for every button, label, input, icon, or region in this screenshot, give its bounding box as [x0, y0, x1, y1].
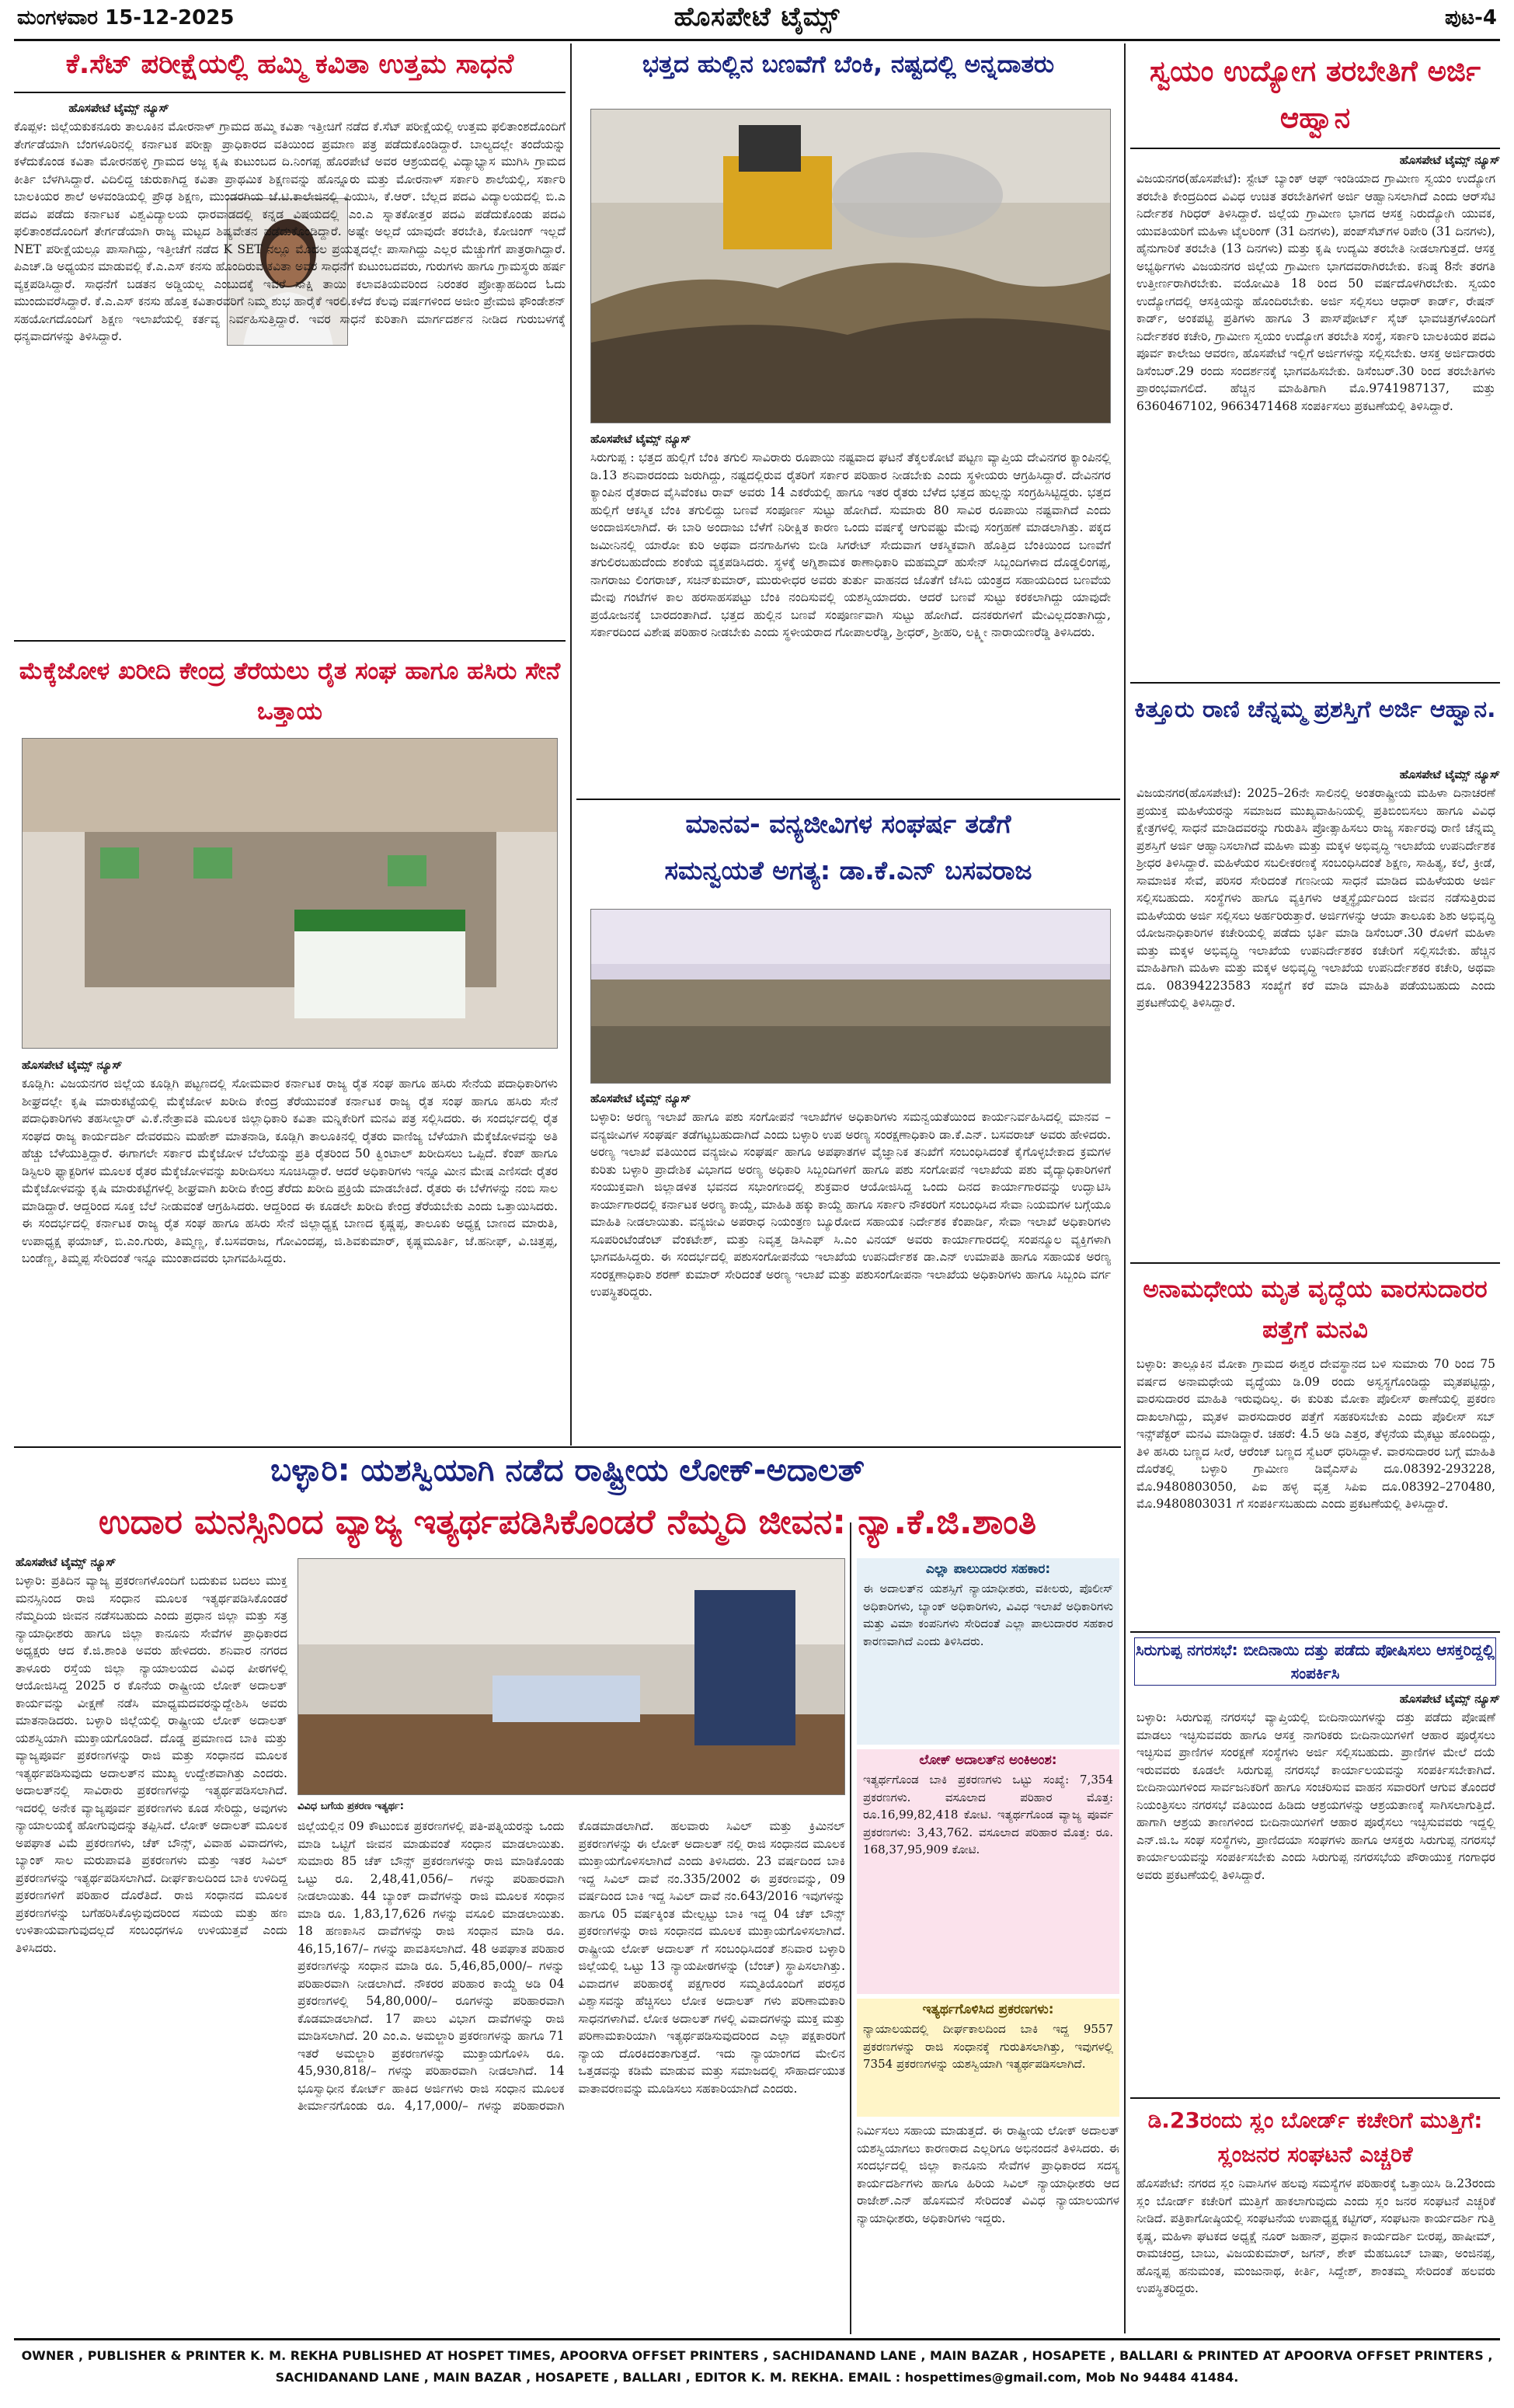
column-divider	[570, 43, 572, 1446]
column-divider	[850, 1522, 851, 2334]
wildlife-headline-1: ಮಾನವ- ವನ್ಯಜೀವಿಗಳ ಸಂಘರ್ಷ ತಡೆಗೆ	[685, 809, 1011, 839]
maize-body: ಕೂಡ್ಲಿಗಿ: ವಿಜಯನಗರ ಜಿಲ್ಲೆಯ ಕೂಡ್ಲಿಗಿ ಪಟ್ಟಣದಲ್ಲಿ ಸೋಮವಾರ ಕರ್ನಾಟಕ ರಾಜ್ಯ ರೈತ ಸಂಘ ಹಾಗೂ ಹಸಿರು ಸೇನೆಯ ಪದಾಧಿಕಾರಿಗಳು ಶೀಘ್ರದಲ್ಲೇ ಕೃಷಿ ಮಾರುಕಟ್ಟೆಯಲ್ಲಿ ಮೆಕ್ಕೆಜೋಳ ಖರೀದಿ ಕೇಂದ್ರ ತೆರೆಯುವಂತೆ ಕರ್ನಾಟಕ ರಾಜ್ಯ ರೈತ ಸಂಘ ಹಾಗೂ ಹಸಿರು ಸೇನೆ ಪದಾಧಿಕಾರಿಗಳು ತಹಸೀಲ್ದಾರ್ ವಿ.ಕೆ.ನೇತ್ರಾವತಿ ಮೂಲಕ ಜಿಲ್ಲಾಧಿಕಾರಿ ಕವಿತಾ ಮನ್ನಿಕೇರಿಗೆ ಮನವಿ ಪತ್ರ ಸಲ್ಲಿಸಿದರು. ಈ ಸಂದರ್ಭದಲ್ಲಿ ರೈತ ಸಂಘದ ರಾಜ್ಯ ಕಾರ್ಯದರ್ಶಿ ದೇವರಮನಿ ಮಹೇಶ್ ಮಾತನಾಡಿ, ಕೂಡ್ಲಿಗಿ ತಾಲೂಕಿನಲ್ಲಿ ರೈತರು ವಾಣಿಜ್ಯ ಬೆಳೆಯಾಗಿ ಮೆಕ್ಕೆಜೋಳವನ್ನು ಅತಿ ಹೆಚ್ಚು ಬೆಳೆಯುತ್ತಿದ್ದಾರೆ. ಈಗಾಗಲೇ ಸರ್ಕಾರ ಮೆಕ್ಕೆಜೋಳ ಬೆಲೆಯನ್ನು ಪ್ರತಿ ರೈತರಿಂದ 50 ಕ್ವಿಂಟಾಲ್ ಖರೀದಿಸಲು ಒಪ್ಪಿದೆ. ಕೆಂಪ್ ಹಾಗೂ ಡಿಸ್ಟಿಲರಿ ಫ್ಯಾಕ್ಟರಿಗಳ ಮೂಲಕ ರೈತರ ಮೆಕ್ಕೆಜೋಳವನ್ನು ಖರೀದಿಸಲು ಸೂಚಿಸಿದ್ದಾರೆ. ಆದರೆ ಅಧಿಕಾರಿಗಳು ಇನ್ನೂ ಮೀನ ಮೇಷ ಎಣಿಸದೇ ರೈತರ ಮೆಕ್ಕೆಜೋಳವನ್ನು ಕೃಷಿ ಮಾರುಕಟ್ಟೆಗಳಲ್ಲಿ ಶೀಘ್ರವಾಗಿ ಖರೀದಿ ಕೇಂದ್ರ ತೆರೆದು ಖರೀದಿ ಪ್ರಕ್ರಿಯೆ ಮಾಡಬೇಕಿದೆ. ರೈತರು ಈ ಬೆಳೆಗಳನ್ನು ನಂಬಿ ಸಾಲ ಮಾಡಿದ್ದಾರೆ. ಆದ್ದರಿಂದ ಸೂಕ್ತ ಬೆಲೆ ನೀಡುವಂತೆ ಆಗ್ರಹಿಸಿದರು. ಆದ್ದರಿಂದ ಈ ಕೂಡಲೇ ಖರೀದಿ ಕೇಂದ್ರ ತೆರೆಯಬೇಕು ಎಂದು ಒತ್ತಾಯಿಸಿದರು. ಈ ಸಂದರ್ಭದಲ್ಲಿ ಕರ್ನಾಟಕ ರಾಜ್ಯ ರೈತ ಸಂಘ ಹಾಗೂ ಹಸಿರು ಸೇನೆ ಜಿಲ್ಲಾಧ್ಯಕ್ಷ ಬಾಣದ ಕೃಷ್ಣಪ್ಪ, ತಾಲೂಕು ಅಧ್ಯಕ್ಷ ಬಾಣದ ಮಾರುತಿ, ಉಪಾಧ್ಯಕ್ಷ ಫಯಾಜ್, ಬಿ.ಎಂ.ಗುರು, ತಿಮ್ಮಣ್ಣ, ಕೆ.ಬಸವರಾಜ, ಗೋವಿಂದಪ್ಪ, ಜಿ.ಶಿವಕುಮಾರ್, ಕೃಷ್ಣಮೂರ್ತಿ, ಜೆ.ಹನೀಫ್, ವಿ.ಚಿತ್ತಪ್ಪ, ಬಂಡೆಣ್ಣ, ತಿಮ್ಮಪ್ಪ ಸೇರಿದಂತೆ ಇನ್ನೂ ಮುಂತಾದವರು ಭಾಗವಹಿಸಿದ್ದರು.	[22, 1077, 558, 1265]
wildlife-byline: ಹೊಸಪೇಟೆ ಟೈಮ್ಸ್ ನ್ಯೂಸ್	[590, 1091, 691, 1105]
paddy-byline: ಹೊಸಪೇಟೆ ಟೈಮ್ಸ್ ನ್ಯೂಸ್	[590, 432, 691, 446]
masthead-date: ಮಂಗಳವಾರ 15-12-2025	[17, 6, 235, 30]
lokadalat-body-right: ನಿರ್ಮಿಸಲು ಸಹಾಯ ಮಾಡುತ್ತದೆ. ಈ ರಾಷ್ಟ್ರೀಯ ಲೋಕ್ ಅದಾಲತ್ ಯಶಸ್ವಿಯಾಗಲು ಕಾರಣರಾದ ಎಲ್ಲರಿಗೂ ಅಭಿನಂದನೆ ತಿಳಿಸಿದರು. ಈ ಸಂದರ್ಭದಲ್ಲಿ ಜಿಲ್ಲಾ ಕಾನೂನು ಸೇವೆಗಳ ಪ್ರಾಧಿಕಾರದ ಸದಸ್ಯ ಕಾರ್ಯದರ್ಶಿಗಳು ಹಾಗೂ ಹಿರಿಯ ಸಿವಿಲ್ ನ್ಯಾಯಾಧೀಶರು ಆದ ರಾಜೇಶ್.ಎನ್ ಹೊಸಮನೆ ಸೇರಿದಂತೆ ವಿವಿಧ ನ್ಯಾಯಾಲಯಗಳ ನ್ಯಾಯಾಧೀಶರು, ಅಧಿಕಾರಿಗಳು ಇದ್ದರು.	[857, 2124, 1119, 2225]
wildlife-workshop-photo	[590, 909, 1111, 1084]
selfemp-headline: ಸ್ವಯಂ ಉದ್ಯೋಗ ತರಬೇತಿಗೆ ಅರ್ಜಿ ಆಹ್ವಾನ	[1149, 54, 1481, 134]
box-stats-title: ಲೋಕ್ ಅದಾಲತ್‌ನ ಅಂಕಿಅಂಶ:	[919, 1752, 1057, 1768]
dogs-body: ಬಳ್ಳಾರಿ: ಸಿರುಗುಪ್ಪ ನಗರಸಭೆ ವ್ಯಾಪ್ತಿಯಲ್ಲಿ ಬೀದಿನಾಯಿಗಳನ್ನು ದತ್ತು ಪಡೆದು ಪೋಷಣೆ ಮಾಡಲು ಇಚ್ಛಿಸುವವರು ಹಾಗೂ ಆಸಕ್ತ ನಾಗರಿಕರು ಬೀದಿನಾಯಿಗಳಿಗೆ ಆಹಾರ ಪೂರೈಸಲು ಇಚ್ಛಿಸುವ ಪ್ರಾಣಿಗಳ ಸಂರಕ್ಷಣೆ ಸಂಸ್ಥೆಗಳು ಅರ್ಜಿ ಸಲ್ಲಿಸಬಹುದು. ಪ್ರಾಣಿಗಳ ಮೇಲೆ ದಯೆ ಇರುವವರು ಕೂಡಲೇ ಸಿರುಗುಪ್ಪ ನಗರಸಭೆ ಕಾರ್ಯಾಲಯವನ್ನು ಸಂಪರ್ಕಿಸಬೇಕಾಗಿದೆ. ಬೀದಿನಾಯಿಗಳಿಂದ ಸಾರ್ವಜನಿಕರಿಗೆ ಹಾಗೂ ಸಂಚರಿಸುವ ವಾಹನ ಸವಾರರಿಗೆ ಆಗುವ ತೊಂದರೆ ನಿಯಂತ್ರಿಸಲು ನಗರಸಭೆ ವತಿಯಿಂದ ಹಿಡಿದು ಆಶ್ರಯಗಳನ್ನು ಆಶ್ರಯತಾಣಕ್ಕೆ ಸಾಗಿಸಲಾಗುತ್ತಿದೆ. ಹಾಗಾಗಿ ಆಶ್ರಯ ತಾಣಗಳಿಂದ ಬೀದಿನಾಯಿಗಳಿಗೆ ಆಹಾರ ಪೂರೈಸಲು ಇಚ್ಛಿಸುವವರು ಇದ್ದಲ್ಲಿ ಎನ್.ಜಿ.ಒ ಸಂಘ ಸಂಸ್ಥೆಗಳು, ಪ್ರಾಣಿದಯಾ ಸಂಘಗಳು ಹಾಗೂ ಆಸಕ್ತರು ಸಿರುಗುಪ್ಪ ನಗರಸಭೆ ಕಾರ್ಯಾಲಯವನ್ನು ಸಂಪರ್ಕಿಸಬೇಕು ಎಂದು ಸಿರುಗುಪ್ಪ ನಗರಸಭೆಯ ಪೌರಾಯುಕ್ತ ಗಂಗಾಧರ ಅವರು ಪ್ರಕಟಣೆಯಲ್ಲಿ ತಿಳಿಸಿದ್ದಾರೆ.	[1136, 1710, 1495, 1882]
box-partners-title: ಎಲ್ಲಾ ಪಾಲುದಾರರ ಸಹಕಾರ:	[925, 1561, 1051, 1577]
dogs-byline: ಹೊಸಪೇಟೆ ಟೈಮ್ಸ್ ನ್ಯೂಸ್	[1399, 1692, 1500, 1706]
selfemp-byline: ಹೊಸಪೇಟೆ ಟೈಮ್ಸ್ ನ್ಯೂಸ್	[1399, 153, 1500, 167]
page-number: ಪುಟ-4	[1444, 6, 1497, 30]
chennamma-byline: ಹೊಸಪೇಟೆ ಟೈಮ್ಸ್ ನ್ಯೂಸ್	[1399, 767, 1500, 781]
dogs-headline: ಸಿರುಗುಪ್ಪ ನಗರಸಭೆ: ಬೀದಿನಾಯಿ ದತ್ತು ಪಡೆದು ಪೋಷಿಸಲು ಆಸಕ್ತರಿದ್ದಲ್ಲಿ ಸಂಪರ್ಕಿಸಿ	[1134, 1637, 1496, 1686]
maize-headline: ಮೆಕ್ಕೆಜೋಳ ಖರೀದಿ ಕೇಂದ್ರ ತೆರೆಯಲು ರೈತ ಸಂಘ ಹಾಗೂ ಹಸಿರು ಸೇನೆ ಒತ್ತಾಯ	[19, 657, 561, 726]
lokadalat-box-partners	[857, 1558, 1119, 1745]
lokadalat-headline-2: ಉದಾರ ಮನಸ್ಸಿನಿಂದ ವ್ಯಾಜ್ಯ ಇತ್ಯರ್ಥಪಡಿಸಿಕೊಂಡರೆ ನೆಮ್ಮದಿ ಜೀವನ: ನ್ಯಾ.ಕೆ.ಜಿ.ಶಾಂತಿ	[98, 1502, 1037, 1542]
lokadalat-body-left: ಬಳ್ಳಾರಿ: ಪ್ರತಿದಿನ ವ್ಯಾಜ್ಯ ಪ್ರಕರಣಗಳೊಂದಿಗೆ ಬದುಕುವ ಬದಲು ಮುಕ್ತ ಮನಸ್ಸಿನಿಂದ ರಾಜಿ ಸಂಧಾನ ಮೂಲಕ ಇತ್ಯರ್ಥಪಡಿಸಿಕೊಂಡರೆ ನೆಮ್ಮದಿಯ ಜೀವನ ನಡೆಸಬಹುದು ಎಂದು ಪ್ರಧಾನ ಜಿಲ್ಲಾ ಮತ್ತು ಸತ್ರ ನ್ಯಾಯಾಧೀಶರು ಹಾಗೂ ಜಿಲ್ಲಾ ಕಾನೂನು ಸೇವೆಗಳ ಪ್ರಾಧಿಕಾರದ ಅಧ್ಯಕ್ಷರು ಆದ ಕೆ.ಜಿ.ಶಾಂತಿ ಅವರು ಹೇಳಿದರು. ಶನಿವಾರ ನಗರದ ತಾಳೂರು ರಸ್ತೆಯ ಜಿಲ್ಲಾ ನ್ಯಾಯಾಲಯದ ವಿವಿಧ ಪೀಠಗಳಲ್ಲಿ ಆಯೋಜಿಸಿದ್ದ 2025 ರ ಕೊನೆಯ ರಾಷ್ಟ್ರೀಯ ಲೋಕ್ ಅದಾಲತ್ ಕಾರ್ಯವನ್ನು ವೀಕ್ಷಣೆ ನಡೆಸಿ ಮಾಧ್ಯಮದವರನ್ನುದ್ದೇಶಿಸಿ ಅವರು ಮಾತನಾಡಿದರು. ಬಳ್ಳಾರಿ ಜಿಲ್ಲೆಯಲ್ಲಿ ರಾಷ್ಟ್ರೀಯ ಲೋಕ್ ಅದಾಲತ್ ಯಶಸ್ವಿಯಾಗಿ ಮುಕ್ತಾಯಗೊಂಡಿದೆ. ದೊಡ್ಡ ಪ್ರಮಾಣದ ಬಾಕಿ ಮತ್ತು ವ್ಯಾಜ್ಯಪೂರ್ವ ಪ್ರಕರಣಗಳನ್ನು ರಾಜಿ ಮತ್ತು ಸಂಧಾನದ ಮೂಲಕ ಇತ್ಯರ್ಥಪಡಿಸುವುದು ಅದಾಲತ್‌ನ ಮುಖ್ಯ ಉದ್ದೇಶವಾಗಿತ್ತು ಎಂದರು. ಅದಾಲತ್‌ನಲ್ಲಿ ಸಾವಿರಾರು ಪ್ರಕರಣಗಳನ್ನು ಇತ್ಯರ್ಥಪಡಿಸಲಾಗಿದೆ. ಇದರಲ್ಲಿ ಅನೇಕ ವ್ಯಾಜ್ಯಪೂರ್ವ ಪ್ರಕರಣಗಳು ಕೂಡ ಸೇರಿದ್ದು, ಅವುಗಳು ನ್ಯಾಯಾಲಯಕ್ಕೆ ಹೋಗುವುದನ್ನು ತಪ್ಪಿಸಿದೆ. ಲೋಕ್ ಅದಾಲತ್ ಮೂಲಕ ಅಪಘಾತ ವಿಮೆ ಪ್ರಕರಣಗಳು, ಚೆಕ್ ಬೌನ್ಸ್, ವಿವಾಹ ವಿವಾದಗಳು, ಬ್ಯಾಂಕ್ ಸಾಲ ಮರುಪಾವತಿ ಪ್ರಕರಣಗಳು ಮತ್ತು ಇತರ ಸಿವಿಲ್ ಪ್ರಕರಣಗಳನ್ನು ಇತ್ಯರ್ಥಪಡಿಸಲಾಗಿದೆ. ದೀರ್ಘಕಾಲದಿಂದ ಬಾಕಿ ಉಳಿದಿದ್ದ ಪ್ರಕರಣಗಳಿಗೆ ಪರಿಹಾರ ದೊರೆತಿದೆ. ರಾಜಿ ಸಂಧಾನದ ಮೂಲಕ ಪ್ರಕರಣಗಳನ್ನು ಬಗೆಹರಿಸಿಕೊಳ್ಳುವುದರಿಂದ ಸಮಯ ಮತ್ತು ಹಣ ಉಳಿತಾಯವಾಗುವುದಲ್ಲದೆ ಸಂಬಂಧಗಳೂ ಉಳಿಯುತ್ತವೆ ಎಂದು ತಿಳಿಸಿದರು.	[16, 1574, 287, 1955]
masthead-rule	[14, 39, 1500, 41]
masthead-logo: ಹೊಸಪೇಟೆ ಟೈಮ್ಸ್	[673, 2, 841, 33]
slum-body: ಹೊಸಪೇಟೆ: ನಗರದ ಸ್ಲಂ ನಿವಾಸಿಗಳ ಹಲವು ಸಮಸ್ಯೆಗಳ ಪರಿಹಾರಕ್ಕೆ ಒತ್ತಾಯಿಸಿ ಡಿ.23ರಂದು ಸ್ಲಂ ಬೋರ್ಡ್ ಕಚೇರಿಗೆ ಮುತ್ತಿಗೆ ಹಾಕಲಾಗುವುದು ಎಂದು ಸ್ಲಂ ಜನರ ಸಂಘಟನೆ ಎಚ್ಚರಿಕೆ ನೀಡಿದೆ. ಪತ್ರಿಕಾಗೋಷ್ಠಿಯಲ್ಲಿ ಸಂಘಟನೆಯ ಉಪಾಧ್ಯಕ್ಷ ಕಟ್ಟಿಗರ್, ಸಂಘಟನಾ ಕಾರ್ಯದರ್ಶಿ ಗುತ್ತಿ ಕೃಷ್ಣ, ಮಹಿಳಾ ಘಟಕದ ಅಧ್ಯಕ್ಷೆ ನೂರ್ ಜಹಾನ್, ಪ್ರಧಾನ ಕಾರ್ಯದರ್ಶಿ ಬೀರಪ್ಪ, ಹಾಷೀಮ್, ರಾಮಚಂದ್ರ, ಬಾಬು, ವಿಜಯಕುಮಾರ್, ಜಗನ್, ಶೇಕ್ ಮೆಹಬೂಬ್ ಬಾಷಾ, ಅಂಜಿನಪ್ಪ, ಹೊನ್ನಪ್ಪ ಹನುಮಂತ, ಮಂಜುನಾಥ, ಕೀರ್ತಿ, ಸಿದ್ದೇಶ್, ಶಾಂತಮ್ಮ ಸೇರಿದಂತೆ ಹಲವರು ಉಪಸ್ಥಿತರಿದ್ದರು.	[1136, 2177, 1495, 2295]
lokadalat-body-mid: ಜಿಲ್ಲೆಯಲ್ಲಿನ 09 ಕೌಟುಂಬಿಕ ಪ್ರಕರಣಗಳಲ್ಲಿ ಪತಿ-ಪತ್ನಿಯರನ್ನು ಒಂದು ಮಾಡಿ ಒಟ್ಟಿಗೆ ಜೀವನ ಮಾಡುವಂತೆ ಸಂಧಾನ ಮಾಡಲಾಯಿತು. ಸುಮಾರು 85 ಚೆಕ್ ಬೌನ್ಸ್ ಪ್ರಕರಣಗಳನ್ನು ರಾಜಿ ಮಾಡಿಕೊಂಡು ಒಟ್ಟು ರೂ. 2,48,41,056/– ಗಳನ್ನು ಪರಿಹಾರವಾಗಿ ನೀಡಲಾಯಿತು. 44 ಬ್ಯಾಂಕ್ ದಾವೆಗಳನ್ನು ರಾಜಿ ಮೂಲಕ ಸಂಧಾನ ಮಾಡಿ ರೂ. 1,83,17,626 ಗಳನ್ನು ವಸೂಲಿ ಮಾಡಲಾಯಿತು. 18 ಹಣಕಾಸಿನ ದಾವೆಗಳನ್ನು ರಾಜಿ ಸಂಧಾನ ಮಾಡಿ ರೂ. 46,15,167/– ಗಳನ್ನು ಪಾವತಿಸಲಾಗಿದೆ. 48 ಅಪಘಾತ ಪರಿಹಾರ ಪ್ರಕರಣಗಳನ್ನು ಸಂಧಾನ ಮಾಡಿ ರೂ. 5,46,85,000/– ಗಳನ್ನು ಪರಿಹಾರವಾಗಿ ನೀಡಲಾಗಿದೆ. ನೌಕರರ ಪರಿಹಾರ ಕಾಯ್ದೆ ಅಡಿ 04 ಪ್ರಕರಣಗಳಲ್ಲಿ 54,80,000/– ರೂಗಳನ್ನು ಪರಿಹಾರವಾಗಿ ಕೊಡಮಾಡಲಾಗಿದೆ. 17 ಪಾಲು ವಿಭಾಗ ದಾವೆಗಳನ್ನು ರಾಜಿ ಮಾಡಿಸಲಾಗಿದೆ. 20 ಎಂ.ಎ. ಅಮಲ್ಜಾರಿ ಪ್ರಕರಣಗಳನ್ನು ಹಾಗೂ 71 ಇತರೆ ಅಮಲ್ಜಾರಿ ಪ್ರಕರಣಗಳನ್ನು ಮುಕ್ತಾಯಗೊಳಿಸಿ ರೂ. 45,930,818/– ಗಳನ್ನು ಪರಿಹಾರವಾಗಿ ನೀಡಲಾಗಿದೆ. 14 ಭೂಸ್ವಾಧೀನ ಕೋರ್ಟ್ ಹಾಕಿದ ಅರ್ಜಿಗಳು ರಾಜಿ ಸಂಧಾನ ಮೂಲಕ ತೀರ್ಮಾನಗೊಂಡು ರೂ. 4,17,000/– ಗಳನ್ನು ಪರಿಹಾರವಾಗಿ ಕೊಡಮಾಡಲಾಗಿದೆ. ಹಲವಾರು ಸಿವಿಲ್ ಮತ್ತು ಕ್ರಿಮಿನಲ್ ಪ್ರಕರಣಗಳನ್ನು ಈ ಲೋಕ್ ಅದಾಲತ್ ನಲ್ಲಿ ರಾಜಿ ಸಂಧಾನದ ಮೂಲಕ ಮುಕ್ತಾಯಗೊಳಿಸಲಾಗಿದೆ ಎಂದು ತಿಳಿಸಿದರು. 23 ವರ್ಷದಿಂದ ಬಾಕಿ ಇದ್ದ ಸಿವಿಲ್ ದಾವೆ ನಂ.335/2002 ಈ ಪ್ರಕರಣವನ್ನು, 09 ವರ್ಷದಿಂದ ಬಾಕಿ ಇದ್ದ ಸಿವಿಲ್ ದಾವೆ ನಂ.643/2016 ಇವುಗಳನ್ನು ಹಾಗೂ 05 ವರ್ಷಕ್ಕಿಂತ ಮೇಲ್ಪಟ್ಟು ಬಾಕಿ ಇದ್ದ 04 ಚೆಕ್ ಬೌನ್ಸ್ ಪ್ರಕರಣಗಳನ್ನು ರಾಜಿ ಸಂಧಾನದ ಮೂಲಕ ಮುಕ್ತಾಯಗೊಳಿಸಲಾಗಿದೆ. ರಾಷ್ಟ್ರೀಯ ಲೋಕ್ ಅದಾಲತ್ ಗೆ ಸಂಬಂಧಿಸಿದಂತೆ ಶನಿವಾರ ಬಳ್ಳಾರಿ ಜಿಲ್ಲೆಯಲ್ಲಿ ಒಟ್ಟು 13 ನ್ಯಾಯಪೀಠಗಳನ್ನು (ಬೆಂಚ್) ಸ್ಥಾಪಿಸಲಾಗಿತ್ತು. ವಿವಾದಗಳ ಪರಿಹಾರಕ್ಕೆ ಪಕ್ಷಗಾರರ ಸಮ್ಮತಿಯೊಂದಿಗೆ ಪರಸ್ಪರ ವಿಶ್ವಾಸವನ್ನು ಹೆಚ್ಚಿಸಲು ಲೋಕ ಅದಾಲತ್ ಗಳು ಪರಿಣಾಮಕಾರಿ ಸಾಧನಗಳಾಗಿವೆ. ಲೋಕ ಅದಾಲತ್ ಗಳಲ್ಲಿ ವಿವಾದಗಳನ್ನು ಮುಕ್ತ ಮತ್ತು ಪರಿಣಾಮಕಾರಿಯಾಗಿ ಇತ್ಯರ್ಥಪಡಿಸುವುದರಿಂದ ಎಲ್ಲಾ ಪಕ್ಷಕಾರರಿಗೆ ನ್ಯಾಯ ದೊರಕಿದಂತಾಗುತ್ತದೆ. ಇದು ನ್ಯಾಯಾಂಗದ ಮೇಲಿನ ಒತ್ತಡವನ್ನು ಕಡಿಮೆ ಮಾಡುವ ಮತ್ತು ಸಮಾಜದಲ್ಲಿ ಸೌಹಾರ್ದಯುತ ವಾತಾವರಣವನ್ನು ಮೂಡಿಸಲು ಸಹಕಾರಿಯಾಗಿದೆ ಎಂದರು.	[298, 1819, 845, 2113]
lokadalat-byline: ಹೊಸಪೇಟೆ ಟೈಮ್ಸ್ ನ್ಯೂಸ್	[16, 1555, 117, 1569]
paddy-body: ಸಿರುಗುಪ್ಪ : ಭತ್ತದ ಹುಲ್ಲಿಗೆ ಬೆಂಕಿ ತಗುಲಿ ಸಾವಿರಾರು ರೂಪಾಯಿ ನಷ್ಟವಾದ ಘಟನೆ ತೆಕ್ಕಲಕೋಟೆ ಪಟ್ಟಣ ವ್ಯಾಪ್ತಿಯ ದೇವಿನಗರ ಕ್ಯಾಂಪಿನಲ್ಲಿ ಡಿ.13 ಶನಿವಾರದಂದು ಜರುಗಿದ್ದು, ನಷ್ಟದಲ್ಲಿರುವ ರೈತರಿಗೆ ಸರ್ಕಾರ ಪರಿಹಾರ ನೀಡಬೇಕು ಎಂದು ಸ್ಥಳೀಯರು ಆಗ್ರಹಿಸಿದ್ದಾರೆ. ದೇವಿನಗರ ಕ್ಯಾಂಪಿನ ರೈತರಾದ ವೈಸಿವೆಂಕಟ ರಾವ್ ಅವರು 14 ಎಕರೆಯಲ್ಲಿ ಹಾಗೂ ಇತರ ರೈತರು ಬೆಳೆದ ಭತ್ತದ ಹುಲ್ಲನ್ನು ಸಂಗ್ರಹಿಸಿಟ್ಟಿದ್ದರು. ಭತ್ತದ ಹುಲ್ಲಿಗೆ ಆಕಸ್ಮಿಕ ಬೆಂಕಿ ತಗುಲಿದ್ದು ಬಣವೆ ಸಂಪೂರ್ಣ ಸುಟ್ಟು ಹೋಗಿದೆ. ಸುಮಾರು 80 ಸಾವಿರ ರೂಪಾಯಿ ನಷ್ಟವಾಗಿದೆ ಎಂದು ಅಂದಾಜಿಸಲಾಗಿದೆ. ಈ ಬಾರಿ ಅಂದಾಜು ಬೆಳೆಗೆ ನಿರೀಕ್ಷಿತ ಕಾರಣ ಒಂದು ವರ್ಷಕ್ಕೆ ಆಗುವಷ್ಟು ಮೇವು ಸಂಗ್ರಹಣೆ ಮಾಡಲಾಗಿತ್ತು. ಪಕ್ಕದ ಜಮೀನಿನಲ್ಲಿ ಯಾರೋ ಕುರಿ ಅಥವಾ ದನಗಾಹಿಗಳು ಬೀಡಿ ಸಿಗರೇಟ್ ಸೇದುವಾಗ ಆಕಸ್ಮಿಕವಾಗಿ ಹೊತ್ತಿದ ಬೆಂಕಿಯಿಂದ ಬಣವೆಗೆ ತಗುಲಿರಬಹುದೆಂದು ಶಂಕೆಯ ವ್ಯಕ್ತಪಡಿಸಿದರು. ಸ್ಥಳಕ್ಕೆ ಅಗ್ನಿಶಾಮಕ ಠಾಣಾಧಿಕಾರಿ ಮಹಮ್ಮದ್ ಹುಸೇನ್ ಸಿಬ್ಬಂದಿಗಳಾದ ದೊಡ್ಡಲಿಂಗಪ್ಪ, ನಾಗರಾಜು ಲಿಂಗರಾಜ್, ಸಚಿನ್‌ಕುಮಾರ್, ಮುರುಳೀಧರ ಅವರು ತುರ್ತು ವಾಹನದ ಜೊತೆಗೆ ಜೆಸಿಬಿ ಯಂತ್ರದ ಸಹಾಯದಿಂದ ಬಣವೆಯ ಮೇವು ಗಂಟೆಗಳ ಕಾಲ ಹರಸಾಹಸಪಟ್ಟು ಬೆಂಕಿ ನಂದಿಸುವಲ್ಲಿ ಯಶಸ್ವಿಯಾದರು. ಆದರೆ ಬಣವೆ ಸುಟ್ಟು ಕರಕಲಾಗಿದ್ದು ಯಾವುದೇ ಪ್ರಯೋಜನಕ್ಕೆ ಬಾರದಂತಾಗಿದೆ. ಭತ್ತದ ಹುಲ್ಲಿನ ಬಣವೆ ಸಂಪೂರ್ಣವಾಗಿ ಸುಟ್ಟು ಹೋಗಿದೆ. ದನಕರುಗಳಿಗೆ ಮೇವಿಲ್ಲದಂತಾಗಿದ್ದು, ಸರ್ಕಾರದಿಂದ ವಿಶೇಷ ಪರಿಹಾರ ನೀಡಬೇಕು ಎಂದು ಸ್ಥಳೀಯರಾದ ಗೋಪಾಲರೆಡ್ಡಿ, ಶ್ರೀಧರ್, ಶ್ರೀಹರಿ, ಲಕ್ಷ್ಮೀ ನಾರಾಯಣರೆಡ್ಡಿ ತಿಳಿಸಿದರು.	[590, 451, 1111, 639]
selfemp-body: ವಿಜಯನಗರ(ಹೊಸಪೇಟೆ): ಸ್ಟೇಟ್ ಬ್ಯಾಂಕ್ ಆಫ್ ಇಂಡಿಯಾದ ಗ್ರಾಮೀಣ ಸ್ವಯಂ ಉದ್ಯೋಗ ತರಬೇತಿ ಕೇಂದ್ರದಿಂದ ವಿವಿಧ ಉಚಿತ ತರಬೇತಿಗಳಿಗೆ ಅರ್ಜಿ ಆಹ್ವಾನಿಸಲಾಗಿದೆ ಎಂದು ಆರ್‌ಸೆಟಿ ನಿರ್ದೇಶಕ ಗಿರಿಧರ್ ತಿಳಿಸಿದ್ದಾರೆ. ಜಿಲ್ಲೆಯ ಗ್ರಾಮೀಣ ಭಾಗದ ಆಸಕ್ತ ನಿರುದ್ಯೋಗಿ ಯುವಕ, ಯುವತಿಯರಿಗೆ ಮಹಿಳಾ ಟೈಲರಿಂಗ್ (31 ದಿನಗಳು), ಪಂಪ್‌ಸೆಟ್‌ಗಳ ರಿಪೇರಿ (31 ದಿನಗಳು), ಹೈನುಗಾರಿಕೆ ತರಬೇತಿ (13 ದಿನಗಳು) ಮತ್ತು ಕೃಷಿ ಉದ್ಯಮಿ ತರಬೇತಿ ನೀಡಲಾಗುತ್ತದೆ. ಆಸಕ್ತ ಅಭ್ಯರ್ಥಿಗಳು ವಿಜಯನಗರ ಜಿಲ್ಲೆಯ ಗ್ರಾಮೀಣ ಭಾಗದವರಾಗಿರಬೇಕು. ಕನಿಷ್ಠ 8ನೇ ತರಗತಿ ಉತ್ತೀರ್ಣರಾಗಿರಬೇಕು. ವಯೋಮಿತಿ 18 ರಿಂದ 50 ವರ್ಷದೊಳಗಿರಬೇಕು. ಸ್ವಯಂ ಉದ್ಯೋಗದಲ್ಲಿ ಆಸಕ್ತಿಯನ್ನು ಹೊಂದಿರಬೇಕು. ಅರ್ಜಿ ಸಲ್ಲಿಸಲು ಆಧಾರ್ ಕಾರ್ಡ್, ರೇಷನ್ ಕಾರ್ಡ್, ಅಂಕಪಟ್ಟಿ ಪ್ರತಿಗಳು ಹಾಗೂ 3 ಪಾಸ್‌ಪೋರ್ಟ್ ಸೈಜ್ ಭಾವಚಿತ್ರಗಳೊಂದಿಗೆ ನಿರ್ದೇಶಕರ ಕಚೇರಿ, ಗ್ರಾಮೀಣ ಸ್ವಯಂ ಉದ್ಯೋಗ ತರಬೇತಿ ಸಂಸ್ಥೆ, ಸರ್ಕಾರಿ ಬಾಲಕಿಯರ ಪದವಿ ಪೂರ್ವ ಕಾಲೇಜು ಆವರಣ, ಹೊಸಪೇಟೆ ಇಲ್ಲಿಗೆ ಅರ್ಜಿಗಳನ್ನು ಸಲ್ಲಿಸಬೇಕು. ಆಸಕ್ತ ಅರ್ಜಿದಾರರು ಡಿಸೆಂಬರ್.29 ರಂದು ಸಂದರ್ಶನಕ್ಕೆ ಭಾಗವಹಿಸಬೇಕು. ಡಿಸೆಂಬರ್.30 ರಿಂದ ತರಬೇತಿಗಳು ಪ್ರಾರಂಭವಾಗಲಿದೆ. ಹೆಚ್ಚಿನ ಮಾಹಿತಿಗಾಗಿ ಮೊ.9741987137, ಮತ್ತು 6360467102, 9663471468 ಸಂಪರ್ಕಿಸಲು ಪ್ರಕಟಣೆಯಲ್ಲಿ ತಿಳಿಸಿದ್ದಾರೆ.	[1136, 172, 1495, 413]
box-stats-body: ಇತ್ಯರ್ಥಗೊಂಡ ಬಾಕಿ ಪ್ರಕರಣಗಳು ಒಟ್ಟು ಸಂಖ್ಯೆ: 7,354 ಪ್ರಕರಣಗಳು. ವಸೂಲಾದ ಪರಿಹಾರ ಮೊತ್ತ: ರೂ.16,99,82,418 ಕೋಟಿ. ಇತ್ಯರ್ಥಗೊಂಡ ವ್ಯಾಜ್ಯ ಪೂರ್ವ ಪ್ರಕರಣಗಳು: 3,43,762. ವಸೂಲಾದ ಪರಿಹಾರ ಮೊತ್ತ: ರೂ. 168,37,95,909 ಕೋಟಿ.	[863, 1773, 1113, 1856]
maize-farmers-photo	[22, 738, 558, 1049]
kset-byline: ಹೊಸಪೇಟೆ ಟೈಮ್ಸ್ ನ್ಯೂಸ್	[68, 101, 169, 115]
paddy-headline: ಭತ್ತದ ಹುಲ್ಲಿನ ಬಣವೆಗೆ ಬೆಂಕಿ, ನಷ್ಟದಲ್ಲಿ ಅನ್ನದಾತರು	[642, 50, 1055, 78]
wildlife-headline-2: ಸಮನ್ವಯತೆ ಅಗತ್ಯ: ಡಾ.ಕೆ.ಎನ್ ಬಸವರಾಜ	[664, 855, 1032, 886]
unknown-body: ಬಳ್ಳಾರಿ: ತಾಲ್ಲೂಕಿನ ಮೋಕಾ ಗ್ರಾಮದ ಈಶ್ವರ ದೇವಸ್ಥಾನದ ಬಳಿ ಸುಮಾರು 70 ರಿಂದ 75 ವರ್ಷದ ಅನಾಮಧೇಯ ವೃದ್ಧೆಯು ಡಿ.09 ರಂದು ಅಸ್ವಸ್ಥಗೊಂಡಿದ್ದು ಮೃತಪಟ್ಟಿದ್ದು, ವಾರಸುದಾರರ ಮಾಹಿತಿ ಇರುವುದಿಲ್ಲ. ಈ ಕುರಿತು ಮೋಕಾ ಪೊಲೀಸ್ ಠಾಣೆಯಲ್ಲಿ ಪ್ರಕರಣ ದಾಖಲಾಗಿದ್ದು, ಮೃತಳ ವಾರಸುದಾರರ ಪತ್ತೆಗೆ ಸಹಕರಿಸಬೇಕು ಎಂದು ಪೊಲೀಸ್ ಸಬ್ ಇನ್ಸ್‌ಪೆಕ್ಟರ್ ಮನವಿ ಮಾಡಿದ್ದಾರೆ. ಚಹರೆ: 4.5 ಅಡಿ ಎತ್ತರ, ತೆಳ್ಳನೆಯ ಮೈಕಟ್ಟು ಹೊಂದಿದ್ದು, ತಿಳಿ ಹಸಿರು ಬಣ್ಣದ ಸೀರೆ, ಆರೆಂಜ್ ಬಣ್ಣದ ಸ್ವೆಟರ್ ಧರಿಸಿದ್ದಾಳೆ. ವಾರಸುದಾರರ ಬಗ್ಗೆ ಮಾಹಿತಿ ದೊರೆತಲ್ಲಿ ಬಳ್ಳಾರಿ ಗ್ರಾಮೀಣ ಡಿವೈಎಸ್‌ಪಿ ದೂ.08392-293228, ಮೊ.9480803050, ಪಿಐ ಹಳ್ಳ ವೃತ್ತ ಸಿಪಿಐ ದೂ.08392–270480, ಮೊ.9480803031 ಗೆ ಸಂಪರ್ಕಿಸಬಹುದು ಎಂದು ಪ್ರಕಟಣೆಯಲ್ಲಿ ತಿಳಿಸಿದ್ದಾರೆ.	[1136, 1357, 1495, 1511]
maize-byline: ಹೊಸಪೇಟೆ ಟೈಮ್ಸ್ ನ್ಯೂಸ್	[22, 1058, 123, 1072]
lokadalat-caption: ವಿವಿಧ ಬಗೆಯ ಪ್ರಕರಣ ಇತ್ಯರ್ಥ:	[298, 1801, 404, 1812]
kset-body: ಕೊಪ್ಪಳ: ಜಿಲ್ಲೆಯಕುಕನೂರು ತಾಲೂಕಿನ ಮೋರನಾಳ್ ಗ್ರಾಮದ ಹಮ್ಮಿ ಕವಿತಾ ಇತ್ತೀಚಿಗೆ ನಡೆದ ಕೆ.ಸೆಟ್ ಪರೀಕ್ಷೆಯಲ್ಲಿ ಉತ್ತಮ ಫಲಿತಾಂಶದೊಂದಿಗೆ ತೇರ್ಗಡೆಯಾಗಿ ಬೆಂಗಳೂರಿನಲ್ಲಿ ಕರ್ನಾಟಕ ಪರೀಕ್ಷಾ ಪ್ರಾಧಿಕಾರದ ವತಿಯಿಂದ ಪ್ರಮಾಣ ಪತ್ರ ಪಡೆದುಕೊಂಡಿದ್ದಾರೆ. ಬಾಲ್ಯದಲ್ಲೇ ತಂದೆಯನ್ನು ಕಳೆದುಕೊಂಡ ಕವಿತಾ ಮೋರನಹಳ್ಳಿ ಗ್ರಾಮದ ಅಜ್ಜ ಕೃಷಿ ಕುಟುಂಬದ ದಿ.ನಿಂಗಪ್ಪ ಹೊರಪೇಟೆ ಅವರ ಆಶ್ರಯದಲ್ಲಿ ವಿದ್ಯಾಭ್ಯಾಸ ಮುಗಿಸಿ ಗ್ರಾಮದ ಕೀರ್ತಿ ಬೆಳಗಿಸಿದ್ದಾರೆ. ವಿದಿಲಿದ್ದ ಚುರುಕಾಗಿದ್ದ ಕವಿತಾ ಪ್ರಾಥಮಿಕ ಶಿಕ್ಷಣವನ್ನು ಹೊನ್ನೂರು ಮತ್ತು ಮೋರನಾಳ್ ಸರ್ಕಾರಿ ಶಾಲೆಯಲ್ಲಿ, ಸರ್ಕಾರಿ ಬಾಲಕಿಯರ ಶಾಲೆ ಅಳವಂಡಿಯಲ್ಲಿ ಪ್ರೌಢ ಶಿಕ್ಷಣ, ಮುಂಡರಗಿಯ ಜೆ.ಟಿ.ಕಾಲೇಜಿನಲ್ಲಿ ಪಿಯುಸಿ, ಕೆ.ಆರ್. ಬೆಲ್ಲದ ಪದವಿ ವಿದ್ಯಾಲಯದಲ್ಲಿ ಬಿ.ಎ ಪದವಿ ಪಡೆದು ಕರ್ನಾಟಕ ವಿಶ್ವವಿದ್ಯಾಲಯ ಧಾರವಾಡದಲ್ಲಿ ಕನ್ನಡ ವಿಷಯದಲ್ಲಿ ಎಂ.ಎ ಸ್ನಾತಕೋತ್ತರ ಪದವಿ ಪಡೆದುಕೊಂಡು ಪದವಿ ಫಲಿತಾಂಶದೊಂದಿಗೆ ತೇರ್ಗಡೆಯಾಗಿ ರಾಜ್ಯ ಮಟ್ಟದ ಶಿಷ್ಯವೇತನ ಪಡೆದುಕೊಂಡಿದ್ದಾರೆ. ಅಷ್ಟೇ ಅಲ್ಲದೆ ಯಾವುದೇ ತರಬೇತಿ, ಕೋಚಿಂಗ್ ಇಲ್ಲದೆ NET ಪರೀಕ್ಷೆಯಲ್ಲೂ ಪಾಸಾಗಿದ್ದು, ಇತ್ತೀಚೆಗೆ ನಡೆದ K SET ನಲ್ಲೂ ಮೊದಲ ಪ್ರಯತ್ನದಲ್ಲೇ ಪಾಸಾಗಿದ್ದು ಎಲ್ಲರ ಮೆಚ್ಚುಗೆಗೆ ಪಾತ್ರರಾಗಿದ್ದಾರೆ. ಪಿಎಚ್.ಡಿ ಅಧ್ಯಯನ ಮಾಡುವಲ್ಲಿ ಕೆ.ಎ.ಎಸ್ ಕನಸು ಹೊಂದಿರುವ ಕವಿತಾ ಅವರ ಸಾಧನೆಗೆ ಕುಟುಂಬದವರು, ಗುರುಗಳು ಹಾಗೂ ಗ್ರಾಮಸ್ಥರು ಹರ್ಷ ವ್ಯಕ್ತಪಡಿಸಿದ್ದಾರೆ. ಸಾಧನೆಗೆ ಬಡತನ ಅಡ್ಡಿಯಲ್ಲ ಎಂಬುದಕ್ಕೆ ಇವರೆ ಸಾಕ್ಷಿ ತಾಯಿ ಕಲಾವತಿಯವರಿಂದ ನಿರಂತರ ಪ್ರೋತ್ಸಾಹದಿಂದ ಓದು ಮುಂದುವರೆಸಿದ್ದಾರೆ. ಕೆ.ಎ.ಎಸ್ ಕನಸು ಹೊತ್ತ ಕವಿತಾರವರಿಗೆ ನಿಮ್ಮ ಶುಭ ಹಾರೈಕೆ ಇರಲಿ.ಕಳೆದ ಕೆಲವು ವರ್ಷಗಳಿಂದ ಅಜೀಂ ಪ್ರೇಮಜಿ ಫೌಂಡೇಶನ್ ಸಹಯೋಗದೊಂದಿಗೆ ಶಿಕ್ಷಣ ಇಲಾಖೆಯಲ್ಲಿ ಕರ್ತವ್ಯ ನಿರ್ವಹಿಸುತ್ತಿದ್ದಾರೆ. ಇವರ ಸಾಧನೆ ಕುರಿತಾಗಿ ಮಾರ್ಗದರ್ಶನ ನೀಡಿದ ಗುರುಬಳಗಕ್ಕೆ ಧನ್ಯವಾದಗಳನ್ನು ತಿಳಿಸಿದ್ದಾರೆ.	[14, 120, 566, 343]
footer-line-1: OWNER , PUBLISHER & PRINTER K. M. REKHA PUBLISHED AT HOSPET TIMES, APOORVA OFFSET PRINTERS , SACHIDANAND LANE , MAIN BAZAR , HOSAPETE , BALLARI & PRINTED AT APOORVA OFFSET PRINTERS ,	[21, 2348, 1493, 2363]
chennamma-body: ವಿಜಯನಗರ(ಹೊಸಪೇಟೆ): 2025–26ನೇ ಸಾಲಿನಲ್ಲಿ ಅಂತರಾಷ್ಟ್ರೀಯ ಮಹಿಳಾ ದಿನಾಚರಣೆ ಪ್ರಯುಕ್ತ ಮಹಿಳೆಯರನ್ನು ಸಮಾಜದ ಮುಖ್ಯವಾಹಿನಿಯಲ್ಲಿ ಪ್ರತಿಬಿಂಬಿಸಲು ಹಾಗೂ ವಿವಿಧ ಕ್ಷೇತ್ರಗಳಲ್ಲಿ ಸಾಧನೆ ಮಾಡಿದವರನ್ನು ಗುರುತಿಸಿ ಪ್ರೋತ್ಸಾಹಿಸಲು ರಾಜ್ಯ ಸರ್ಕಾರವು ರಾಣಿ ಚೆನ್ನಮ್ಮ ಪ್ರಶಸ್ತಿಗೆ ಅರ್ಜಿ ಆಹ್ವಾನಿಸಲಾಗಿದೆ ಮಹಿಳಾ ಮತ್ತು ಮಕ್ಕಳ ಅಭಿವೃದ್ಧಿ ಇಲಾಖೆಯ ಉಪನಿರ್ದೇಶಕ ಶ್ರೀಧರ ತಿಳಿಸಿದ್ದಾರೆ. ಮಹಿಳೆಯರ ಸಬಲೀಕರಣಕ್ಕೆ ಸಂಬಂಧಿಸಿದಂತೆ ಶಿಕ್ಷಣ, ಸಾಹಿತ್ಯ, ಕಲೆ, ಕ್ರೀಡೆ, ಸಾಮಾಜಿಕ ಸೇವೆ, ಪರಿಸರ ಸೇರಿದಂತೆ ಗಣನೀಯ ಸಾಧನೆ ಮಾಡಿದ ಮಹಿಳೆಯರು ಅರ್ಜಿ ಸಲ್ಲಿಸಬಹುದು. ಸಂಸ್ಥೆಗಳು ಹಾಗೂ ವ್ಯಕ್ತಿಗಳು ಆತ್ಮಸ್ಥೈರ್ಯದಿಂದ ಜೀವನ ನಡೆಸುತ್ತಿರುವ ಮಹಿಳೆಯರು ಅರ್ಜಿ ಸಲ್ಲಿಸಲು ಅರ್ಹರಿರುತ್ತಾರೆ. ಅರ್ಜಿಗಳನ್ನು ಆಯಾ ತಾಲೂಕು ಶಿಶು ಅಭಿವೃದ್ಧಿ ಯೋಜನಾಧಿಕಾರಿಗಳ ಕಚೇರಿಯಲ್ಲಿ ಪಡೆದು ಭರ್ತಿ ಮಾಡಿ ಡಿಸೆಂಬರ್.30 ರೊಳಗೆ ಮಹಿಳಾ ಮತ್ತು ಮಕ್ಕಳ ಅಭಿವೃದ್ಧಿ ಇಲಾಖೆಯ ಉಪನಿರ್ದೇಶಕರ ಕಚೇರಿಗೆ ಸಲ್ಲಿಸಬೇಕು. ಹೆಚ್ಚಿನ ಮಾಹಿತಿಗಾಗಿ ಮಹಿಳಾ ಮತ್ತು ಮಕ್ಕಳ ಅಭಿವೃದ್ಧಿ ಇಲಾಖೆಯ ಉಪನಿರ್ದೇಶಕರ ಕಚೇರಿ, ಅಥವಾ ದೂ. 08394223583 ಸಂಖ್ಯೆಗೆ ಕರೆ ಮಾಡಿ ಮಾಹಿತಿ ಪಡೆಯಬಹುದು ಎಂದು ಪ್ರಕಟಣೆಯಲ್ಲಿ ತಿಳಿಸಿದ್ದಾರೆ.	[1136, 786, 1495, 1010]
box-settled-title: ಇತ್ಯರ್ಥಗೊಳಿಸಿದ ಪ್ರಕರಣಗಳು:	[922, 2002, 1054, 2017]
paddy-fire-photo	[590, 109, 1111, 423]
box-partners-body: ಈ ಅದಾಲತ್‌ನ ಯಶಸ್ಸಿಗೆ ನ್ಯಾಯಾಧೀಶರು, ವಕೀಲರು, ಪೊಲೀಸ್ ಅಧಿಕಾರಿಗಳು, ಬ್ಯಾಂಕ್ ಅಧಿಕಾರಿಗಳು, ವಿವಿಧ ಇಲಾಖೆ ಅಧಿಕಾರಿಗಳು ಮತ್ತು ವಿಮಾ ಕಂಪನಿಗಳು ಸೇರಿದಂತೆ ಎಲ್ಲಾ ಪಾಲುದಾರರ ಸಹಕಾರ ಕಾರಣವಾಗಿದೆ ಎಂದು ತಿಳಿಸಿದರು.	[863, 1582, 1113, 1648]
lokadalat-headline-1: ಬಳ್ಳಾರಿ: ಯಶಸ್ವಿಯಾಗಿ ನಡೆದ ರಾಷ್ಟ್ರೀಯ ಲೋಕ್-ಅದಾಲತ್	[270, 1453, 865, 1488]
chennamma-headline: ಕಿತ್ತೂರು ರಾಣಿ ಚೆನ್ನಮ್ಮ ಪ್ರಶಸ್ತಿಗೆ ಅರ್ಜಿ ಆಹ್ವಾನ.	[1134, 696, 1496, 723]
slum-headline: ಡಿ.23ರಂದು ಸ್ಲಂ ಬೋರ್ಡ್ ಕಚೇರಿಗೆ ಮುತ್ತಿಗೆ: ಸ್ಲಂಜನರ ಸಂಘಟನೆ ಎಚ್ಚರಿಕೆ	[1147, 2107, 1483, 2167]
footer-line-2: SACHIDANAND LANE , MAIN BAZAR , HOSAPETE , BALLARI , EDITOR K. M. REKHA. EMAIL : hospettimes@gmail.com, Mob No 94484 41484.	[275, 2370, 1239, 2385]
column-divider	[1124, 43, 1126, 2333]
lokadalat-box-settled	[857, 1999, 1119, 2117]
box-settled-body: ನ್ಯಾಯಾಲಯದಲ್ಲಿ ದೀರ್ಘಕಾಲದಿಂದ ಬಾಕಿ ಇದ್ದ 9557 ಪ್ರಕರಣಗಳನ್ನು ರಾಜಿ ಸಂಧಾನಕ್ಕೆ ಗುರುತಿಸಲಾಗಿತ್ತು, ಇವುಗಳಲ್ಲಿ 7354 ಪ್ರಕರಣಗಳನ್ನು ಯಶಸ್ವಿಯಾಗಿ ಇತ್ಯರ್ಥಪಡಿಸಲಾಗಿದೆ.	[863, 2022, 1113, 2071]
unknown-headline: ಅನಾಮಧೇಯ ಮೃತ ವೃದ್ಧೆಯ ವಾರಸುದಾರರ ಪತ್ತೆಗೆ ಮನವಿ	[1143, 1275, 1488, 1344]
lokadalat-court-photo	[298, 1558, 845, 1795]
kset-headline: ಕೆ.ಸೆಟ್ ಪರೀಕ್ಷೆಯಲ್ಲಿ ಹಮ್ಮಿ ಕವಿತಾ ಉತ್ತಮ ಸಾಧನೆ	[65, 49, 514, 80]
wildlife-body: ಬಳ್ಳಾರಿ: ಅರಣ್ಯ ಇಲಾಖೆ ಹಾಗೂ ಪಶು ಸಂಗೋಪನೆ ಇಲಾಖೆಗಳ ಅಧಿಕಾರಿಗಳು ಸಮನ್ವಯತೆಯಿಂದ ಕಾರ್ಯನಿರ್ವಹಿಸಿದಲ್ಲಿ ಮಾನವ – ವನ್ಯಜೀವಿಗಳ ಸಂಘರ್ಷ ತಡೆಗಟ್ಟಬಹುದಾಗಿದೆ ಎಂದು ಬಳ್ಳಾರಿ ಉಪ ಅರಣ್ಯ ಸಂರಕ್ಷಣಾಧಿಕಾರಿ ಡಾ.ಕೆ.ಎನ್. ಬಸವರಾಜ್ ಅವರು ಹೇಳಿದರು. ಅರಣ್ಯ ಇಲಾಖೆ ವತಿಯಿಂದ ವನ್ಯಜೀವಿ ಸಂಘರ್ಷ ಹಾಗೂ ಅಪಘಾತಗಳ ವೈಜ್ಞಾನಿಕ ತನಿಖೆಗೆ ಸಂಬಂಧಿಸಿದಂತೆ ಕೈಗೊಳ್ಳಬೇಕಾದ ಕ್ರಮಗಳ ಕುರಿತು ಬಳ್ಳಾರಿ ಪ್ರಾದೇಶಿಕ ವಿಭಾಗದ ಅರಣ್ಯ ಅಧಿಕಾರಿ ಸಿಬ್ಬಂದಿಗಳಿಗೆ ಹಾಗೂ ಪಶು ಸಂಗೋಪನೆ ಇಲಾಖೆಯ ಪಶು ವೈದ್ಯಾಧಿಕಾರಿಗಳಿಗೆ ಸಂಯುಕ್ತವಾಗಿ ಜಿಲ್ಲಾಡಳಿತ ಭವನದ ಸಭಾಂಗಣದಲ್ಲಿ ಶುಕ್ರವಾರ ಆಯೋಜಿಸಿದ್ದ ಒಂದು ದಿನದ ಕಾರ್ಯಾಗಾರವನ್ನು ಉದ್ಘಾಟಿಸಿ ಕಾರ್ಯಾಗಾರದಲ್ಲಿ ಕರ್ನಾಟಕ ಅರಣ್ಯ ಕಾಯ್ದೆ, ಮಾಹಿತಿ ಹಕ್ಕು ಕಾಯ್ದೆ ಹಾಗೂ ಸರ್ಕಾರಿ ನೌಕರರಿಗೆ ಸಂಬಂಧಿಸಿದ ಸೇವಾ ನಿಯಮಗಳ ಬಗ್ಗೆಯೂ ಮಾಹಿತಿ ನೀಡಲಾಯಿತು. ವನ್ಯಜೀವಿ ಅಪರಾಧ ನಿಯಂತ್ರಣ ಬ್ಯೂರೋದ ಸಹಾಯಕ ನಿರ್ದೇಶಕ ಕೆಂಪಾರ್ಡಿ, ಸೇವಾ ಇಲಾಖೆ ಅಧಿಕಾರಿಗಳು ಸೂಪರಿಂಟೆಂಡೆಂಟ್ ವೆಂಕಟೇಶ್, ಮತ್ತು ನಿವೃತ್ತ ಡಿಸಿಎಫ್ ಸಿ.ಎಂ ವಿನಯ್ ಅವರು ಕಾರ್ಯಾಗಾರದಲ್ಲಿ ಸಂಪನ್ಮೂಲ ವ್ಯಕ್ತಿಗಳಾಗಿ ಭಾಗವಹಿಸಿದ್ದರು. ಈ ಸಂದರ್ಭದಲ್ಲಿ ಪಶುಸಂಗೋಪನೆಯ ಇಲಾಖೆಯ ಉಪನಿರ್ದೇಶಕ ಡಾ.ಎನ್ ಉಮಾಪತಿ ಹಾಗೂ ಸಹಾಯಕ ಅರಣ್ಯ ಸಂರಕ್ಷಣಾಧಿಕಾರಿ ಶರಣ್ ಕುಮಾರ್ ಸೇರಿದಂತೆ ಅರಣ್ಯ ಇಲಾಖೆ ಮತ್ತು ಪಶುಸಂಗೋಪನಾ ಇಲಾಖೆಯ ಅಧಿಕಾರಿಗಳು ಹಾಗೂ ಸಿಬ್ಬಂದಿ ವರ್ಗ ಉಪಸ್ಥಿತರಿದ್ದರು.	[590, 1110, 1111, 1299]
lokadalat-box-stats	[857, 1749, 1119, 1994]
